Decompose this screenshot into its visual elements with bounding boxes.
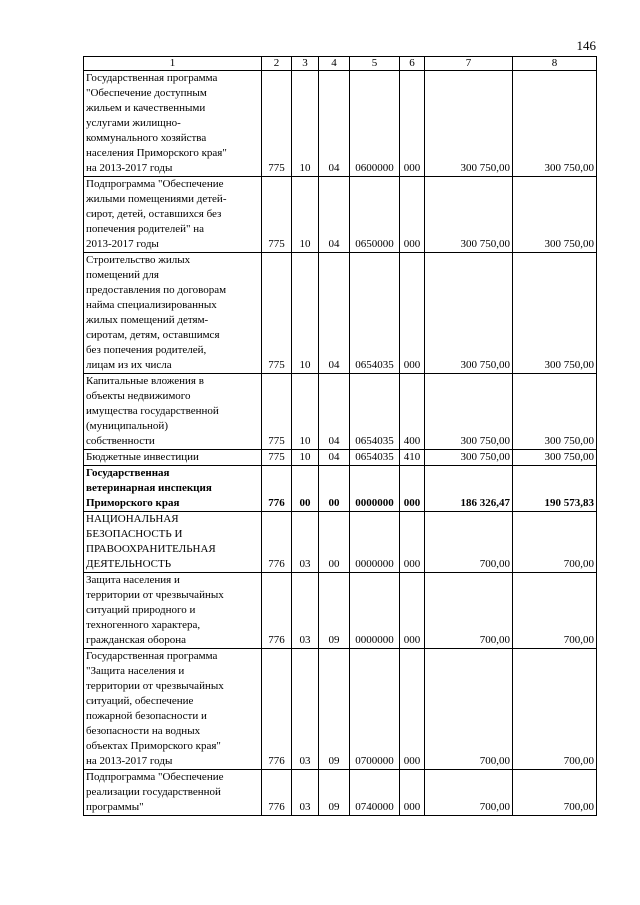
- cell-c6: 000: [400, 466, 425, 512]
- cell-c5: 0740000: [350, 770, 400, 816]
- cell-name: Государственная ветеринарная инспекция Приморского края: [84, 466, 262, 512]
- cell-c3: 10: [292, 450, 319, 466]
- page-number: 146: [576, 38, 596, 53]
- cell-c4: 04: [319, 177, 350, 253]
- cell-c5: 0000000: [350, 466, 400, 512]
- cell-c8: 300 750,00: [513, 450, 597, 466]
- cell-c2: 775: [262, 450, 292, 466]
- cell-c6: 000: [400, 573, 425, 649]
- column-header-8: 8: [513, 57, 597, 71]
- column-header-5: 5: [350, 57, 400, 71]
- cell-name: Строительство жилых помещений для предоставления по договорам найма специализированных жилых помещений детям- сиротам, детям, оставшимся без попечения родителей, лицам из их числа: [84, 253, 262, 374]
- cell-c5: 0600000: [350, 71, 400, 177]
- cell-c5: 0000000: [350, 512, 400, 573]
- cell-c4: 09: [319, 573, 350, 649]
- cell-c7: 300 750,00: [425, 71, 513, 177]
- cell-c7: 300 750,00: [425, 450, 513, 466]
- cell-c2: 776: [262, 770, 292, 816]
- cell-c3: 03: [292, 512, 319, 573]
- column-header-7: 7: [425, 57, 513, 71]
- column-header-6: 6: [400, 57, 425, 71]
- table-row: [84, 374, 597, 450]
- cell-c5: 0000000: [350, 573, 400, 649]
- table-row: [84, 512, 597, 573]
- column-header-4: 4: [319, 57, 350, 71]
- cell-c5: 0654035: [350, 253, 400, 374]
- cell-c6: 000: [400, 253, 425, 374]
- cell-name: Бюджетные инвестиции: [84, 450, 262, 466]
- table-row: [84, 466, 597, 512]
- cell-c6: 000: [400, 512, 425, 573]
- cell-c8: 190 573,83: [513, 466, 597, 512]
- cell-c2: 776: [262, 573, 292, 649]
- cell-c5: 0650000: [350, 177, 400, 253]
- cell-c3: 03: [292, 573, 319, 649]
- cell-c8: 300 750,00: [513, 374, 597, 450]
- cell-c4: 04: [319, 374, 350, 450]
- cell-c6: 000: [400, 649, 425, 770]
- cell-c8: 300 750,00: [513, 177, 597, 253]
- cell-c7: 700,00: [425, 649, 513, 770]
- cell-c7: 700,00: [425, 770, 513, 816]
- budget-table: [83, 56, 597, 816]
- cell-name: Государственная программа "Защита населения и территории от чрезвычайных ситуаций, обеспечение пожарной безопасности и безопасности на водных объектах Приморского края" на 2013-2017 годы: [84, 649, 262, 770]
- cell-c7: 700,00: [425, 512, 513, 573]
- cell-c4: 09: [319, 649, 350, 770]
- cell-c8: 700,00: [513, 770, 597, 816]
- column-header-3: 3: [292, 57, 319, 71]
- cell-c7: 300 750,00: [425, 177, 513, 253]
- cell-name: НАЦИОНАЛЬНАЯ БЕЗОПАСНОСТЬ И ПРАВООХРАНИТЕЛЬНАЯ ДЕЯТЕЛЬНОСТЬ: [84, 512, 262, 573]
- cell-c3: 03: [292, 770, 319, 816]
- cell-c8: 300 750,00: [513, 253, 597, 374]
- cell-c4: 04: [319, 450, 350, 466]
- cell-c7: 700,00: [425, 573, 513, 649]
- cell-c2: 776: [262, 512, 292, 573]
- cell-c6: 000: [400, 71, 425, 177]
- cell-c8: 300 750,00: [513, 71, 597, 177]
- cell-c3: 10: [292, 177, 319, 253]
- cell-c4: 04: [319, 253, 350, 374]
- cell-c5: 0654035: [350, 450, 400, 466]
- cell-name: Капитальные вложения в объекты недвижимого имущества государственной (муниципальной) собственности: [84, 374, 262, 450]
- cell-name: Подпрограмма "Обеспечение жилыми помещениями детей- сирот, детей, оставшихся без попечения родителей" на 2013-2017 годы: [84, 177, 262, 253]
- cell-c2: 775: [262, 253, 292, 374]
- column-header-2: 2: [262, 57, 292, 71]
- table-row: [84, 450, 597, 466]
- cell-c3: 10: [292, 71, 319, 177]
- cell-name: Государственная программа "Обеспечение доступным жильем и качественными услугами жилищно- коммунального хозяйства населения Приморского края" на 2013-2017 годы: [84, 71, 262, 177]
- table-row: [84, 770, 597, 816]
- cell-c2: 775: [262, 177, 292, 253]
- cell-c2: 775: [262, 71, 292, 177]
- table-row: [84, 649, 597, 770]
- cell-c2: 776: [262, 466, 292, 512]
- cell-c7: 300 750,00: [425, 374, 513, 450]
- cell-c2: 775: [262, 374, 292, 450]
- cell-c6: 000: [400, 177, 425, 253]
- column-header-1: 1: [84, 57, 262, 71]
- cell-name: Подпрограмма "Обеспечение реализации государственной программы": [84, 770, 262, 816]
- cell-c3: 10: [292, 374, 319, 450]
- cell-c7: 186 326,47: [425, 466, 513, 512]
- cell-c4: 09: [319, 770, 350, 816]
- cell-c4: 00: [319, 466, 350, 512]
- cell-c6: 410: [400, 450, 425, 466]
- cell-c8: 700,00: [513, 649, 597, 770]
- cell-c8: 700,00: [513, 573, 597, 649]
- cell-c3: 10: [292, 253, 319, 374]
- table-row: [84, 573, 597, 649]
- cell-c5: 0700000: [350, 649, 400, 770]
- header-row: [84, 57, 597, 71]
- cell-name: Защита населения и территории от чрезвычайных ситуаций природного и техногенного характера, гражданская оборона: [84, 573, 262, 649]
- table-row: [84, 177, 597, 253]
- cell-c6: 000: [400, 770, 425, 816]
- cell-c3: 00: [292, 466, 319, 512]
- cell-c4: 04: [319, 71, 350, 177]
- table-body: [84, 71, 597, 816]
- table-row: [84, 71, 597, 177]
- cell-c7: 300 750,00: [425, 253, 513, 374]
- cell-c4: 00: [319, 512, 350, 573]
- cell-c8: 700,00: [513, 512, 597, 573]
- cell-c6: 400: [400, 374, 425, 450]
- cell-c5: 0654035: [350, 374, 400, 450]
- cell-c2: 776: [262, 649, 292, 770]
- table-row: [84, 253, 597, 374]
- cell-c3: 03: [292, 649, 319, 770]
